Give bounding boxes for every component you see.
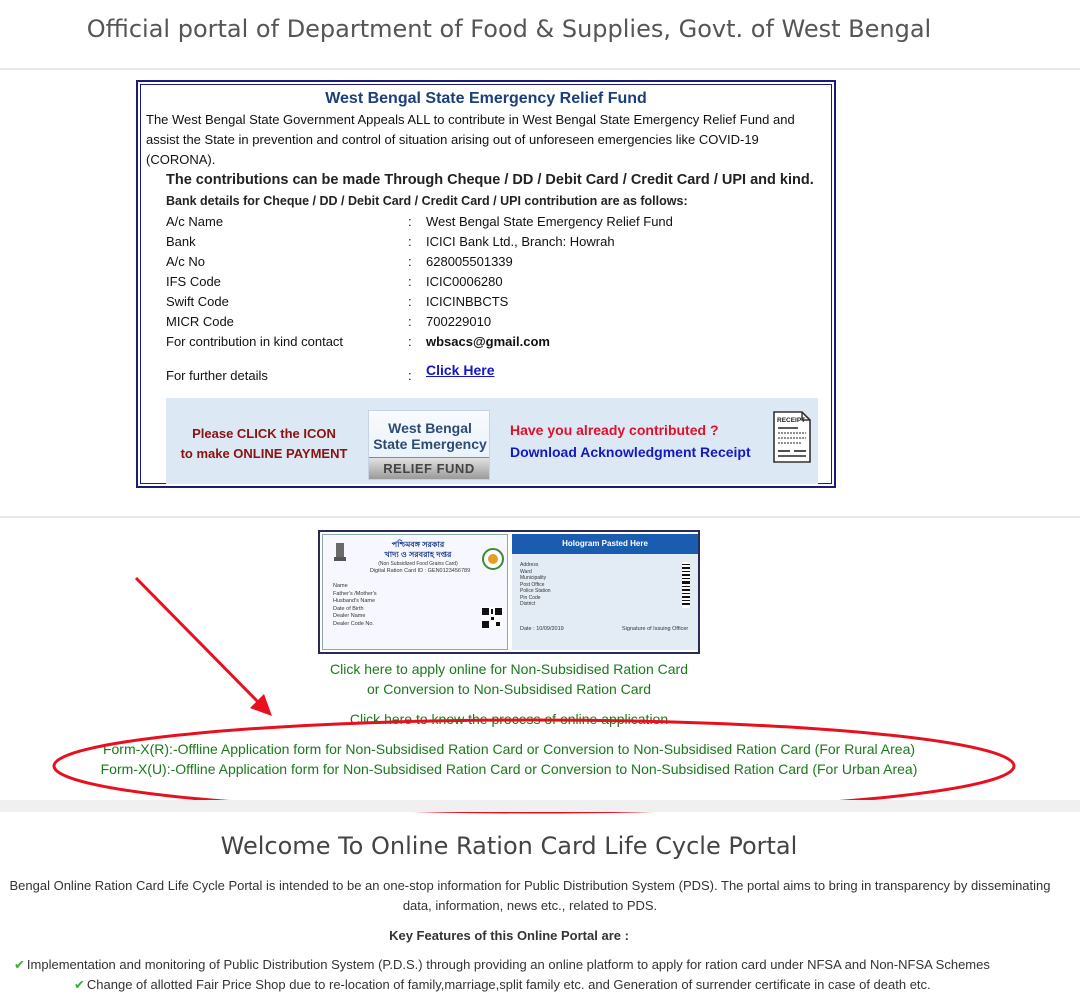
- payment-panel: [166, 398, 818, 484]
- feature-item: [14, 957, 990, 973]
- ration-card-sample-image[interactable]: [318, 530, 700, 654]
- card-subtitle: (Non Subsidized Food Grains Card): [378, 561, 458, 567]
- bank-row-ifs-code: [166, 274, 806, 294]
- card-id-line: Digital Ration Card ID : GEN0123456789: [369, 568, 471, 574]
- bank-label: For further details: [166, 368, 268, 383]
- bank-label: IFS Code: [166, 274, 221, 289]
- card-field: Father's /Mother's: [333, 590, 377, 597]
- download-receipt-link[interactable]: Download Acknowledgment Receipt: [510, 444, 751, 460]
- separator: :: [408, 314, 412, 329]
- bank-details-heading: Bank details for Cheque / DD / Debit Card / Credit Card / UPI contribution are as follows:: [166, 194, 688, 208]
- bank-row-bank: [166, 234, 806, 254]
- address-field: Municipality: [520, 575, 547, 581]
- bank-value: ICICINBBCTS: [426, 294, 509, 309]
- divider: [0, 516, 1080, 518]
- card-field: Husband's Name: [333, 598, 376, 604]
- welcome-title: Welcome To Online Ration Card Life Cycle Portal: [220, 832, 798, 860]
- card-field: Date of Birth: [333, 605, 364, 612]
- emblem-icon: [331, 541, 349, 565]
- welcome-description: Bengal Online Ration Card Life Cycle Portal is intended to be an one-stop information for Public Distribution System (PDS). The portal aims to bring in transparency by disseminating data, information, news etc., related to PDS.: [9, 878, 1051, 913]
- ration-card-front: [322, 534, 508, 650]
- checkmark-icon: ✔: [14, 957, 25, 972]
- bank-label: A/c No: [166, 254, 206, 269]
- feature-text: Implementation and monitoring of Public Distribution System (P.D.S.) through providing an online platform to apply for ration card under NFSA and Non-NFSA Schemes: [26, 957, 990, 972]
- card-date: Date : 10/09/2019: [520, 626, 564, 632]
- bank-row-swift-code: [166, 294, 806, 314]
- signature-label: Signature of Issuing Officer: [622, 626, 689, 632]
- barcode-icon: [682, 562, 690, 608]
- already-contributed-text: Have you already contributed ?: [510, 422, 719, 438]
- bank-row-further-details: [166, 362, 806, 382]
- card-header-bn-1: পশ্চিমবঙ্গ সরকার: [391, 540, 445, 549]
- form-urban-link[interactable]: Form-X(U):-Offline Application form for Non-Subsidised Ration Card or Conversion to Non-Subsidised Ration Card (For Urban Area): [100, 761, 918, 777]
- separator: :: [408, 234, 412, 249]
- click-here-link[interactable]: Click Here: [426, 362, 495, 378]
- checkmark-icon: ✔: [74, 977, 85, 992]
- button-line2: State Emergency: [373, 436, 487, 452]
- bank-row-micr-code: [166, 314, 806, 334]
- click-icon-line1: Please CLICK the ICON: [192, 426, 336, 441]
- address-field: Address: [520, 562, 539, 568]
- separator: :: [408, 274, 412, 289]
- separator: :: [408, 368, 412, 383]
- bank-value: 628005501339: [426, 254, 513, 269]
- bank-label: Bank: [166, 234, 196, 249]
- bank-value: ICICI Bank Ltd., Branch: Howrah: [426, 234, 615, 249]
- ration-card-back: [512, 534, 698, 650]
- address-field: Pin Code: [520, 594, 541, 601]
- separator: :: [408, 294, 412, 309]
- relief-fund-panel: [136, 80, 836, 488]
- key-features-heading: Key Features of this Online Portal are :: [389, 928, 629, 943]
- hologram-label: Hologram Pasted Here: [512, 534, 698, 554]
- address-field: Police Station: [520, 588, 551, 594]
- contact-email: wbsacs@gmail.com: [426, 334, 550, 349]
- qr-code-icon: [481, 607, 503, 629]
- address-field: Post Office: [520, 581, 545, 588]
- separator: :: [408, 334, 412, 349]
- apply-online-link-line1[interactable]: Click here to apply online for Non-Subsidised Ration Card: [330, 661, 688, 677]
- address-field-list: [520, 562, 551, 608]
- bank-value: West Bengal State Emergency Relief Fund: [426, 214, 673, 229]
- feature-text: Change of allotted Fair Price Shop due to re-location of family,marriage,split family etc. and Generation of surrender certificate in case of death etc.: [86, 977, 931, 992]
- contribution-modes: The contributions can be made Through Cheque / DD / Debit Card / Credit Card / UPI and kind.: [166, 172, 814, 188]
- feature-item: [74, 977, 931, 993]
- relief-fund-title: West Bengal State Emergency Relief Fund: [325, 90, 647, 107]
- bank-row-account-no: [166, 254, 806, 274]
- receipt-icon-label: RECEIPT: [777, 417, 806, 424]
- receipt-icon[interactable]: [772, 410, 812, 464]
- click-icon-instruction: [166, 424, 362, 464]
- divider: [0, 800, 1080, 812]
- divider: [0, 68, 1080, 70]
- online-process-link[interactable]: Click here to know the process of online application: [349, 711, 669, 727]
- apply-online-link-line2[interactable]: or Conversion to Non-Subsidised Ration Card: [366, 681, 652, 697]
- bank-label: For contribution in kind contact: [166, 334, 344, 349]
- card-field: Dealer Code No.: [333, 620, 374, 627]
- button-bar-label: RELIEF FUND: [369, 457, 489, 479]
- card-field-list: [333, 583, 377, 628]
- bank-label: MICR Code: [166, 314, 234, 329]
- bank-row-kind-contact: [166, 334, 806, 354]
- card-header-bn-2: খাদ্য ও সরবরাহ দপ্তর: [384, 550, 452, 559]
- card-field: Dealer Name: [333, 613, 366, 619]
- portal-title: Official portal of Department of Food & Supplies, Govt. of West Bengal: [86, 15, 932, 43]
- click-icon-line2: to make ONLINE PAYMENT: [180, 446, 348, 461]
- relief-fund-intro: The West Bengal State Government Appeals ALL to contribute in West Bengal State Emergency Relief Fund and assist the State in prevention and control of situation arising out of unforeseen emergencies like COVID-19 (CORONA).: [146, 112, 795, 167]
- bank-value: 700229010: [426, 314, 492, 329]
- bank-label: Swift Code: [166, 294, 229, 309]
- bank-label: A/c Name: [166, 214, 224, 229]
- bank-value: ICIC0006280: [426, 274, 503, 289]
- relief-fund-payment-button[interactable]: [368, 410, 490, 480]
- address-field: District: [520, 601, 536, 607]
- button-line1: West Bengal: [388, 420, 472, 436]
- separator: :: [408, 254, 412, 269]
- separator: :: [408, 214, 412, 229]
- form-rural-link[interactable]: Form-X(R):-Offline Application form for Non-Subsidised Ration Card or Conversion to Non-Subsidised Ration Card (For Rural Area): [102, 741, 916, 757]
- bank-row-account-name: [166, 214, 806, 234]
- address-field: Ward: [520, 568, 532, 575]
- card-field: Name: [333, 583, 348, 589]
